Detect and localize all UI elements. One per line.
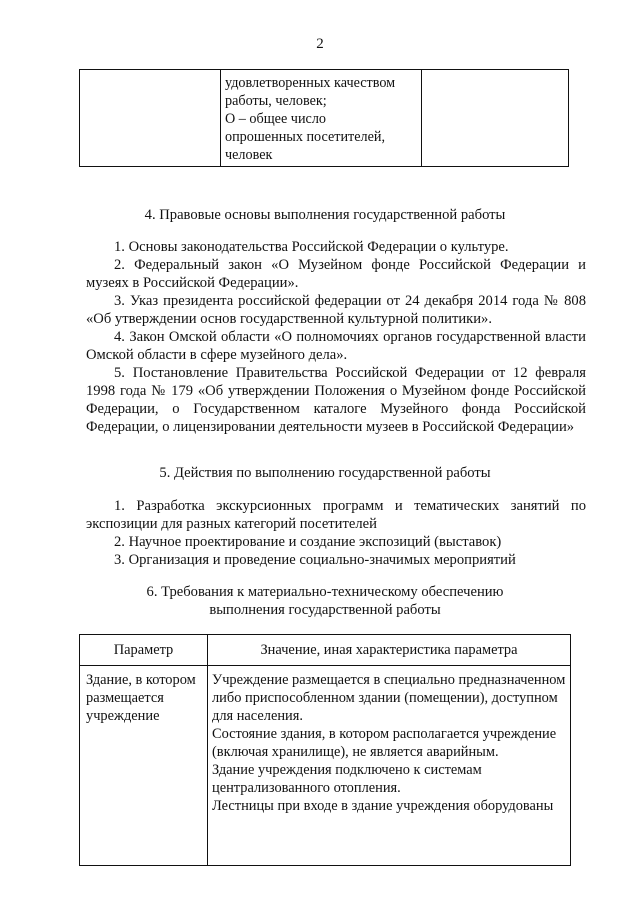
section-5-item: 3. Организация и проведение социально-значимых мероприятий (114, 552, 516, 568)
table-cell-empty-right (422, 70, 569, 167)
table-cell-line: удовлетворенных качеством (225, 75, 396, 91)
section-5-heading: 5. Действия по выполнению государственной работы (159, 465, 491, 481)
section-4-item: 5. Постановление Правительства Российской Федерации от 12 февраля 1998 года № 179 «Об утверждении Положения о Музейном фонде Российской Федерации, о Государственном каталоге Музейного фонда Российской Федерации, о лицензировании деятельности музеев в Российской Федерации» (86, 365, 586, 435)
table-cell-line: О – общее число (225, 111, 327, 127)
section-5-item: 1. Разработка экскурсионных программ и тематических занятий по экспозиции для разных категорий посетителей (86, 498, 586, 532)
value-line: Учреждение размещается в специально предназначенном либо приспособленном здании (помещении), доступном для населения. (212, 672, 566, 724)
requirements-table (79, 634, 571, 866)
section-4-item: 3. Указ президента российской федерации от 24 декабря 2014 года № 808 «Об утверждении основ государственной культурной политики». (86, 293, 586, 327)
table-cell-line: опрошенных посетителей, (225, 129, 386, 145)
section-4-item: 4. Закон Омской области «О полномочиях органов государственной власти Омской области в сфере музейного дела». (86, 329, 586, 363)
section-6-heading-line2: выполнения государственной работы (209, 602, 441, 618)
table-header-row (80, 635, 571, 666)
value-line: Состояние здания, в котором располагается учреждение (включая хранилище), не является аварийным. (212, 726, 557, 760)
table-cell-line: человек (225, 147, 273, 163)
indicator-table-continuation (79, 69, 569, 167)
table-row (80, 666, 571, 866)
section-6-heading-line1: 6. Требования к материально-техническому обеспечению (146, 584, 504, 600)
table-cell-empty-left (80, 70, 221, 167)
section-5-item: 2. Научное проектирование и создание экспозиций (выставок) (114, 534, 502, 550)
parameter-cell: Здание, в котором размещается учреждение (80, 666, 208, 866)
page-number: 2 (316, 36, 324, 52)
table-cell-line: работы, человек; (225, 93, 327, 109)
section-4-item: 2. Федеральный закон «О Музейном фонде Российской Федерации и музеях в Российской Федерации». (86, 257, 586, 291)
table-cell-formula-description (221, 70, 422, 167)
column-header-value: Значение, иная характеристика параметра (208, 635, 571, 666)
value-line: Лестницы при входе в здание учреждения оборудованы (212, 798, 554, 814)
column-header-parameter: Параметр (80, 635, 208, 666)
section-4-heading: 4. Правовые основы выполнения государственной работы (144, 207, 506, 223)
value-line: Здание учреждения подключено к системам централизованного отопления. (212, 762, 482, 796)
value-cell (208, 666, 571, 866)
section-4-item: 1. Основы законодательства Российской Федерации о культуре. (114, 239, 509, 255)
